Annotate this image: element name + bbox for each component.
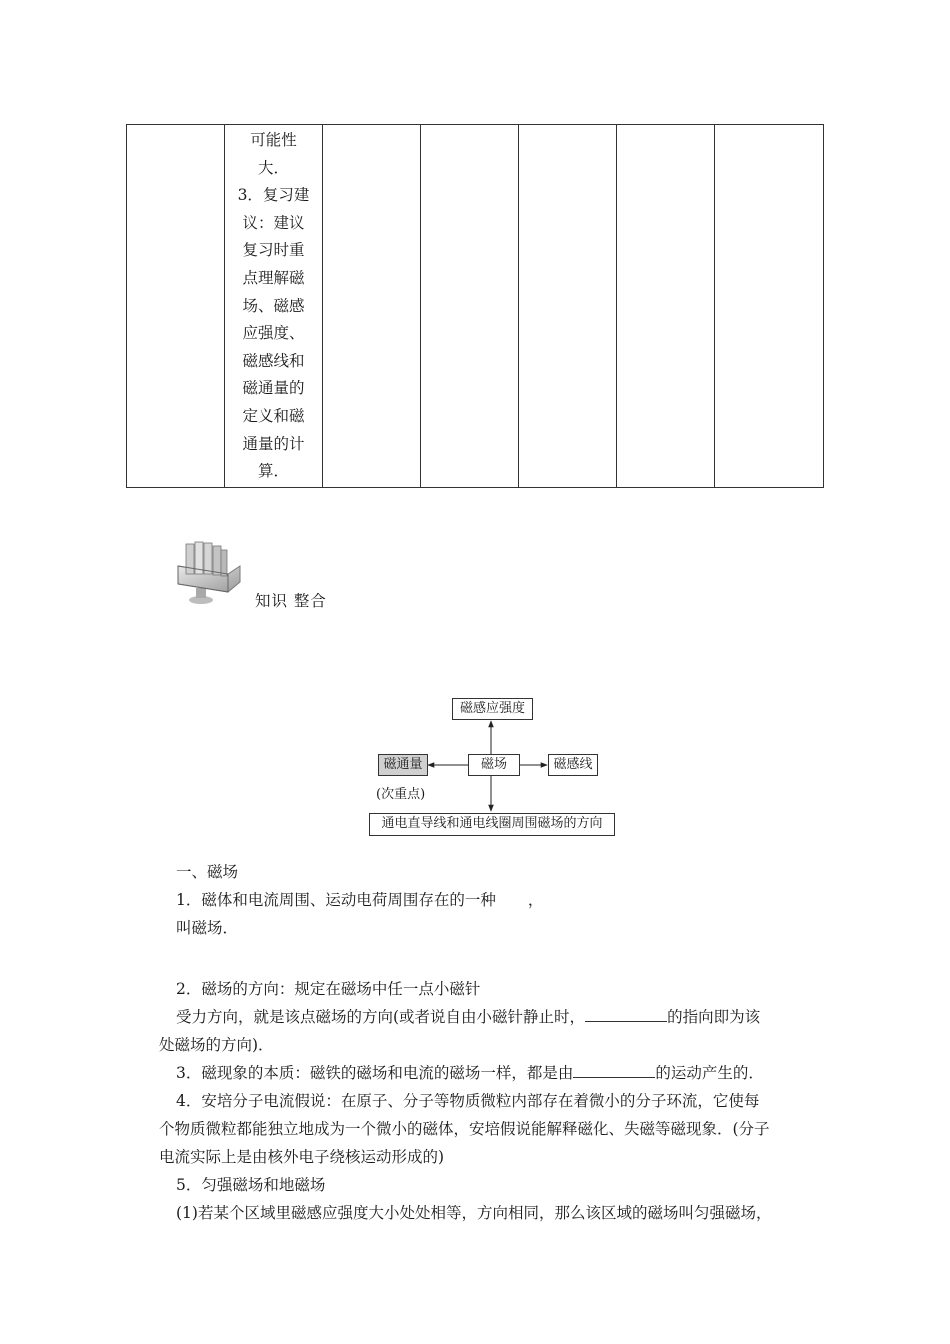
paragraph-5: 5．匀强磁场和地磁场 xyxy=(176,1176,326,1194)
cell-line: 复习时重 xyxy=(242,241,305,260)
cell-line: 议：建议 xyxy=(242,213,305,232)
heading-magnetic-field: 一、磁场 xyxy=(176,863,239,881)
cell-line: 场、磁感 xyxy=(242,296,305,315)
summary-table xyxy=(126,124,824,488)
table-cell xyxy=(421,125,519,488)
cell-line: 通量的计 xyxy=(242,434,305,453)
cell-line: 可能性 xyxy=(250,131,297,149)
fill-blank[interactable] xyxy=(585,1007,667,1022)
paragraph-4-line3: 电流实际上是由核外电子绕核运动形成的) xyxy=(159,1148,445,1166)
cell-line: 算． xyxy=(257,462,289,481)
paragraph-2-line2 xyxy=(176,1007,760,1027)
cell-line: 磁通量的 xyxy=(242,379,305,398)
node-field-lines: 磁感线 xyxy=(548,754,598,776)
cell-line: 3．复习建 xyxy=(237,186,310,205)
text-run: 1．磁体和电流周围、运动电荷周围存在的一种 xyxy=(176,891,496,909)
node-magnetic-induction: 磁感应强度 xyxy=(452,698,533,720)
paragraph-2-line3: 处磁场的方向)． xyxy=(159,1036,274,1054)
paragraph-1-cont: 叫磁场． xyxy=(176,919,239,937)
paragraph-2: 2．磁场的方向：规定在磁场中任一点小磁针 xyxy=(176,980,481,998)
paragraph-6: (1)若某个区域里磁感应强度大小处处相等，方向相同，那么该区域的磁场叫匀强磁场， xyxy=(176,1204,772,1222)
text-run: 3．磁现象的本质：磁铁的磁场和电流的磁场一样，都是由 xyxy=(176,1064,574,1082)
table-cell xyxy=(127,125,225,488)
paragraph-4-line2: 个物质微粒都能独立地成为一个微小的磁体，安培假说能解释磁化、失磁等磁现象．(分子 xyxy=(159,1120,770,1138)
cell-line: 定义和磁 xyxy=(242,406,305,425)
text-run: ， xyxy=(527,891,544,909)
fill-blank[interactable] xyxy=(573,1063,655,1078)
table-cell xyxy=(323,125,421,488)
cell-line: 磁感线和 xyxy=(242,351,305,370)
paragraph-1 xyxy=(176,890,543,910)
table-cell xyxy=(715,125,824,488)
node-magnetic-field: 磁场 xyxy=(468,754,520,776)
section-title: 知识 整合 xyxy=(255,592,327,610)
bookshelf-computer-icon xyxy=(176,538,246,606)
paragraph-4: 4．安培分子电流假说：在原子、分子等物质微粒内部存在着微小的分子环流，它使每 xyxy=(176,1092,760,1110)
text-run: 受力方向，就是该点磁场的方向(或者说自由小磁针静止时， xyxy=(176,1008,586,1026)
diagram-note: (次重点) xyxy=(376,787,426,802)
cell-line: 应强度、 xyxy=(242,324,305,343)
text-run: 的指向即为该 xyxy=(667,1008,761,1026)
table-cell-review-advice xyxy=(225,125,323,488)
cell-line: 点理解磁 xyxy=(242,268,305,287)
table-cell xyxy=(519,125,617,488)
text-run: 的运动产生的． xyxy=(655,1064,764,1082)
node-current-field-direction: 通电直导线和通电线圈周围磁场的方向 xyxy=(369,813,615,836)
cell-line: 大． xyxy=(257,158,289,177)
paragraph-3 xyxy=(176,1063,764,1083)
table-cell xyxy=(617,125,715,488)
node-magnetic-flux: 磁通量 xyxy=(378,754,428,776)
